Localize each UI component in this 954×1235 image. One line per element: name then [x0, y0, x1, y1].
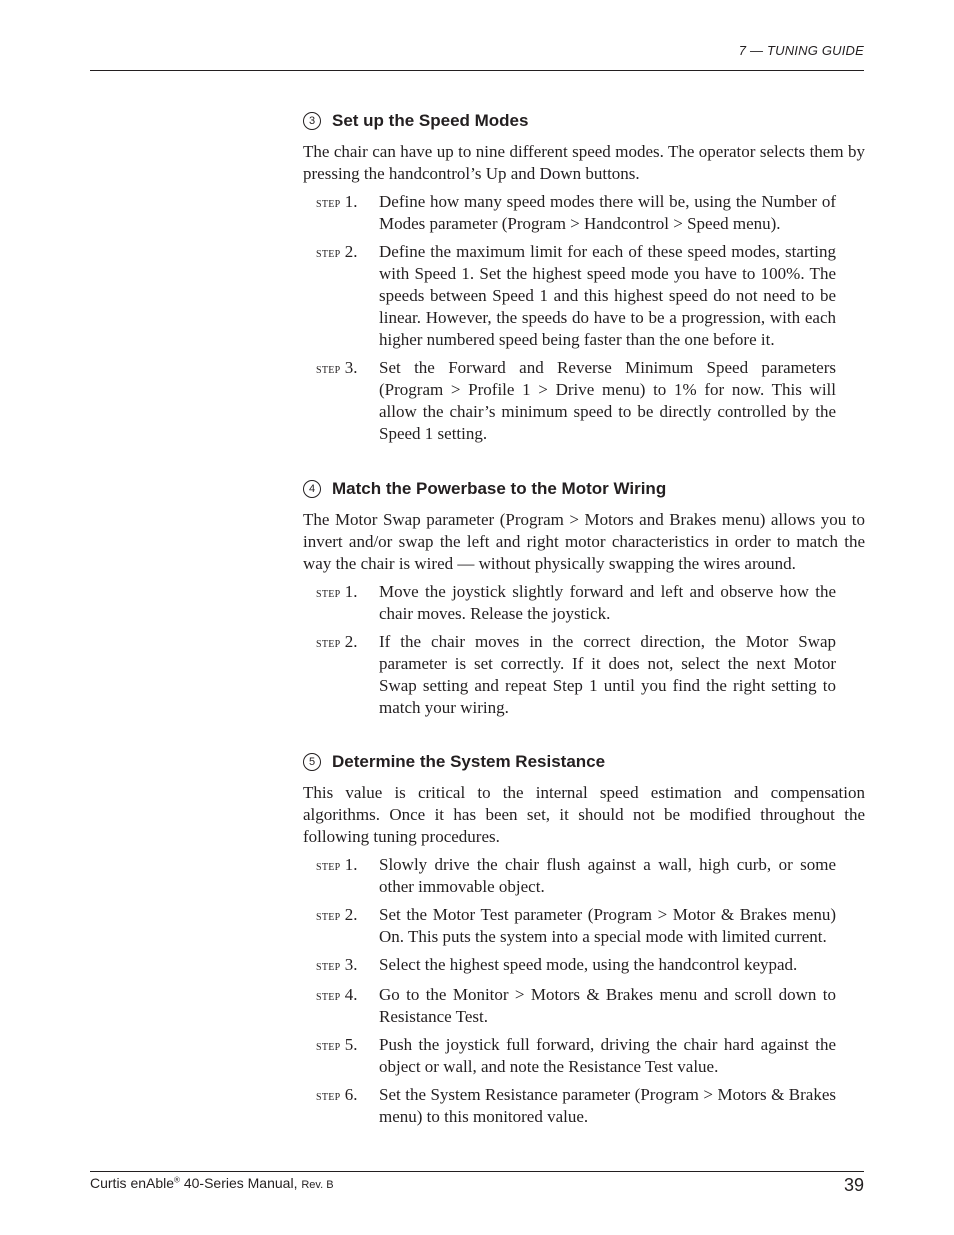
section-title: Match the Powerbase to the Motor Wiring: [332, 479, 667, 498]
step-word: step: [316, 362, 341, 377]
step-number: 5.: [344, 1035, 358, 1054]
step-item: [303, 241, 865, 351]
section-heading: [303, 109, 865, 133]
circled-number-3: 3: [303, 112, 321, 130]
step-number: 6.: [344, 1085, 358, 1104]
step-number: 2.: [344, 905, 358, 924]
manual-series: 40-Series Manual,: [179, 1175, 302, 1191]
registered-mark: ®: [174, 1175, 180, 1185]
step-item: [303, 854, 865, 898]
running-header: 7 — TUNING GUIDE: [738, 43, 864, 58]
step-word: step: [316, 989, 341, 1004]
step-list: [303, 581, 865, 719]
step-number: 3.: [344, 955, 358, 974]
step-word: step: [316, 909, 341, 924]
step-text: Push the joystick full forward, driving the chair hard against the object or wall, and note the Resistance Test value.: [379, 1035, 836, 1076]
step-number: 2.: [344, 242, 358, 261]
section-heading: [303, 477, 865, 501]
step-number: 3.: [344, 358, 358, 377]
section-intro: This value is critical to the internal speed estimation and compensation algorithms. Once it has been set, it should not be modified throughout the following tuning procedures.: [303, 783, 865, 846]
step-number: 1.: [344, 855, 358, 874]
step-list: [303, 191, 865, 445]
step-text: Define how many speed modes there will be, using the Number of Modes parameter (Program > Handcontrol > Speed menu).: [379, 192, 836, 233]
step-word: step: [316, 196, 341, 211]
step-text: Select the highest speed mode, using the handcontrol keypad.: [379, 955, 798, 974]
step-text: Move the joystick slightly forward and left and observe how the chair moves. Release the joystick.: [379, 582, 836, 623]
section-system-resistance: [303, 750, 865, 1134]
step-text: Set the System Resistance parameter (Program > Motors & Brakes menu) to this monitored value.: [379, 1085, 836, 1126]
step-word: step: [316, 246, 341, 261]
step-number: 4.: [344, 985, 358, 1004]
step-text: Go to the Monitor > Motors & Brakes menu and scroll down to Resistance Test.: [379, 985, 836, 1026]
step-word: step: [316, 586, 341, 601]
section-heading: [303, 750, 865, 774]
step-text: If the chair moves in the correct direction, the Motor Swap parameter is set correctly. If it does not, select the next Motor Swap setting and repeat Step 1 until you find the right setting to match your wiring.: [379, 632, 836, 717]
circled-number-5: 5: [303, 753, 321, 771]
circled-number-4: 4: [303, 480, 321, 498]
step-word: step: [316, 1039, 341, 1054]
step-item: [303, 904, 865, 948]
section-title: Set up the Speed Modes: [332, 111, 529, 130]
step-list: [303, 854, 865, 1128]
header-rule: [90, 70, 864, 71]
footer-manual-title: [90, 1175, 334, 1191]
step-word: step: [316, 636, 341, 651]
step-text: Slowly drive the chair flush against a wall, high curb, or some other immovable object.: [379, 855, 836, 896]
step-word: step: [316, 1089, 341, 1104]
step-item: [303, 954, 865, 978]
step-number: 1.: [344, 192, 358, 211]
section-motor-wiring: [303, 477, 865, 725]
step-item: [303, 984, 865, 1028]
step-item: [303, 1034, 865, 1078]
step-text: Set the Forward and Reverse Minimum Speed parameters (Program > Profile 1 > Drive menu) to 1% for now. This will allow the chair’s minimum speed to be directly controlled by the Speed 1 setting.: [379, 358, 836, 443]
footer-rule: [90, 1171, 864, 1172]
section-title: Determine the System Resistance: [332, 752, 606, 771]
step-item: [303, 581, 865, 625]
step-item: [303, 357, 865, 445]
manual-name: Curtis enAble: [90, 1175, 175, 1191]
step-item: [303, 1084, 865, 1128]
step-word: step: [316, 859, 341, 874]
step-text: Define the maximum limit for each of these speed modes, starting with Speed 1. Set the highest speed mode you have to 100%. The speeds between Speed 1 and this highest speed do not need to be linear. However, the speeds do have to be a progression, with each higher numbered speed being faster than the one before it.: [379, 242, 836, 349]
step-number: 2.: [344, 632, 358, 651]
section-intro: The chair can have up to nine different speed modes. The operator selects them by pressing the handcontrol’s Up and Down buttons.: [303, 142, 865, 183]
step-word: step: [316, 959, 341, 974]
step-item: [303, 191, 865, 235]
section-speed-modes: [303, 109, 865, 451]
page-number: 39: [843, 1175, 864, 1195]
step-number: 1.: [344, 582, 358, 601]
step-text: Set the Motor Test parameter (Program > Motor & Brakes menu) On. This puts the system into a special mode with limited current.: [379, 905, 836, 946]
step-item: [303, 631, 865, 719]
section-intro: The Motor Swap parameter (Program > Motors and Brakes menu) allows you to invert and/or swap the left and right motor characteristics in order to match the way the chair is wired — without physically swapping the wires around.: [303, 510, 865, 573]
manual-revision: Rev. B: [301, 1179, 334, 1191]
